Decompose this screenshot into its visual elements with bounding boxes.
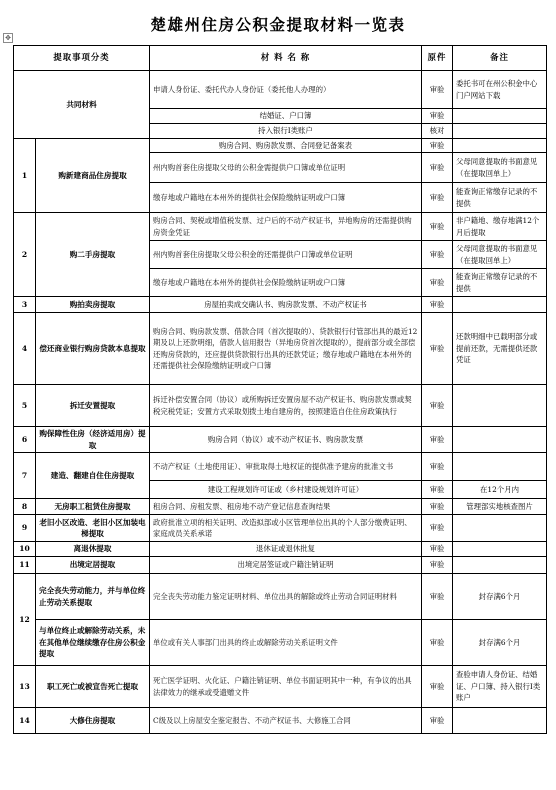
material-cell: 缴存地或户籍地在本州外的提供社会保险缴纳证明或户口簿 xyxy=(150,183,422,213)
table-row xyxy=(14,708,547,734)
table-row xyxy=(14,542,547,557)
row-number: 13 xyxy=(14,666,36,708)
note-cell xyxy=(453,297,547,313)
table-row xyxy=(14,297,547,313)
note-cell: 委托书可在州公积金中心门户网站下载 xyxy=(453,71,547,109)
row-category: 与单位终止或解除劳动关系，未在其他单位继续缴存住房公积金提取 xyxy=(36,620,150,666)
row-number: 3 xyxy=(14,297,36,313)
type-cell: 审验 xyxy=(422,515,453,542)
material-cell: 政府批准立项的相关证明、改造拟部或小区管理单位出具的个人部分缴费证明、家庭成员关系承诺 xyxy=(150,515,422,542)
material-cell: 州内购首套住房提取父母公积金的还需提供户口簿或单位证明 xyxy=(150,241,422,269)
table-row xyxy=(14,515,547,542)
table-header-row xyxy=(14,46,547,71)
type-cell: 审验 xyxy=(422,666,453,708)
note-cell: 管理部实地核查图片 xyxy=(453,499,547,515)
material-cell: C级及以上房屋安全鉴定报告、不动产权证书、大修施工合同 xyxy=(150,708,422,734)
row-number: 7 xyxy=(14,453,36,499)
material-cell: 拆迁补偿安置合同（协议）或所购拆迁安置房屋不动产权证书、购房款发票或契税完税凭证；安置方式采取划拨土地自建房的，按照建造自住住房政策执行 xyxy=(150,385,422,427)
note-cell xyxy=(453,109,547,124)
row-number: 1 xyxy=(14,139,36,213)
type-cell: 审验 xyxy=(422,385,453,427)
material-cell: 购房合同、购房款发票、合同登记备案表 xyxy=(150,139,422,153)
note-cell xyxy=(453,557,547,574)
common-category: 共同材料 xyxy=(14,71,150,139)
material-cell: 租房合同、房租发票、租房地不动产登记信息查询结果 xyxy=(150,499,422,515)
row-category: 大修住房提取 xyxy=(36,708,150,734)
note-cell xyxy=(453,708,547,734)
table-row xyxy=(14,71,547,109)
note-cell: 非户籍地、缴存地满12个月后提取 xyxy=(453,213,547,241)
type-cell: 审验 xyxy=(422,269,453,297)
row-category: 无房职工租赁住房提取 xyxy=(36,499,150,515)
material-cell: 不动产权证（土地使用证）、审批取得土地权证的提供准予建房的批准文书 xyxy=(150,453,422,481)
note-cell: 父母同意提取的书面意见（在提取回单上） xyxy=(453,241,547,269)
type-cell: 审验 xyxy=(422,499,453,515)
note-cell: 封存满6个月 xyxy=(453,574,547,620)
row-category: 完全丧失劳动能力，并与单位终止劳动关系提取 xyxy=(36,574,150,620)
table-row xyxy=(14,574,547,620)
row-number: 8 xyxy=(14,499,36,515)
material-cell: 购房合同、购房款发票、借款合同（首次提取的）、贷款银行付管部出具的最近12期及以上还款明细，借款人信用报告（异地房贷首次提取的），提前部分或全部偿还购房贷款的，还应提供贷款银行出具的还款凭证；缴存地或户籍地在本州外的还需提供社会保险缴纳证明或户口簿 xyxy=(150,313,422,385)
table-row xyxy=(14,313,547,385)
materials-table xyxy=(13,45,547,734)
note-cell xyxy=(453,124,547,139)
row-category: 离退休提取 xyxy=(36,542,150,557)
note-cell: 在12个月内 xyxy=(453,481,547,499)
table-body xyxy=(14,46,547,734)
note-cell xyxy=(453,453,547,481)
type-cell: 审验 xyxy=(422,313,453,385)
table-row xyxy=(14,385,547,427)
type-cell: 审验 xyxy=(422,183,453,213)
table-row xyxy=(14,620,547,666)
row-category: 购保障性住房（经济适用房）提取 xyxy=(36,427,150,453)
row-number: 10 xyxy=(14,542,36,557)
table-row xyxy=(14,666,547,708)
material-cell: 建设工程规划许可证或（乡村建设规划许可证） xyxy=(150,481,422,499)
material-cell: 州内购首套住房提取父母的公积金需提供户口簿或单位证明 xyxy=(150,153,422,183)
table-move-handle-icon[interactable]: ✥ xyxy=(3,33,13,43)
row-category: 拆迁安置提取 xyxy=(36,385,150,427)
note-cell: 还款明细中已载明部分或提前还款，无需提供还款凭证 xyxy=(453,313,547,385)
row-category: 购二手房提取 xyxy=(36,213,150,297)
type-cell: 审验 xyxy=(422,213,453,241)
material-cell: 购房合同（协议）或不动产权证书、购房款发票 xyxy=(150,427,422,453)
type-cell: 审验 xyxy=(422,574,453,620)
material-cell: 单位或有关人事部门出具的终止或解除劳动关系证明文件 xyxy=(150,620,422,666)
row-number: 4 xyxy=(14,313,36,385)
header-type: 原件 xyxy=(422,46,453,71)
material-cell: 申请人身份证、委托代办人身份证（委托他人办理的） xyxy=(150,71,422,109)
row-number: 2 xyxy=(14,213,36,297)
table-row xyxy=(14,427,547,453)
material-cell: 出境定居签证或户籍注销证明 xyxy=(150,557,422,574)
row-category: 职工死亡或被宣告死亡提取 xyxy=(36,666,150,708)
material-cell: 完全丧失劳动能力鉴定证明材料、单位出具的解除或终止劳动合同证明材料 xyxy=(150,574,422,620)
material-cell: 缴存地或户籍地在本州外的提供社会保险缴纳证明或户口簿 xyxy=(150,269,422,297)
note-cell xyxy=(453,427,547,453)
note-cell: 查验申请人身份证、结婚证、户口簿、持入银行Ⅰ类账户 xyxy=(453,666,547,708)
row-number: 5 xyxy=(14,385,36,427)
row-category: 偿还商业银行购房贷款本息提取 xyxy=(36,313,150,385)
type-cell: 审验 xyxy=(422,427,453,453)
header-note: 备注 xyxy=(453,46,547,71)
type-cell: 审验 xyxy=(422,109,453,124)
type-cell: 审验 xyxy=(422,557,453,574)
type-cell: 核对 xyxy=(422,124,453,139)
material-cell: 结婚证、户口簿 xyxy=(150,109,422,124)
row-number: 11 xyxy=(14,557,36,574)
note-cell: 父母同意提取的书面意见（在提取回单上） xyxy=(453,153,547,183)
type-cell: 审验 xyxy=(422,139,453,153)
page-title: 楚雄州住房公积金提取材料一览表 xyxy=(150,15,406,34)
row-category: 出境定居提取 xyxy=(36,557,150,574)
note-cell: 能查询正常缴存记录的不提供 xyxy=(453,183,547,213)
note-cell xyxy=(453,515,547,542)
row-number: 12 xyxy=(14,574,36,666)
type-cell: 审验 xyxy=(422,297,453,313)
type-cell: 审验 xyxy=(422,708,453,734)
type-cell: 审验 xyxy=(422,241,453,269)
row-category: 购拍卖房提取 xyxy=(36,297,150,313)
note-cell xyxy=(453,542,547,557)
material-cell: 房屋拍卖成交确认书、购房款发票、不动产权证书 xyxy=(150,297,422,313)
type-cell: 审验 xyxy=(422,153,453,183)
note-cell xyxy=(453,385,547,427)
material-cell: 死亡医学证明、火化证、户籍注销证明、单位书面证明其中一种，有争议的出具法律效力的继承或受遗赠文件 xyxy=(150,666,422,708)
material-cell: 退休证或退休批复 xyxy=(150,542,422,557)
table-row xyxy=(14,139,547,153)
type-cell: 审验 xyxy=(422,481,453,499)
row-number: 6 xyxy=(14,427,36,453)
material-cell: 购房合同、契税或增值税发票、过户后的不动产权证书，异地购房的还需提供购房资金凭证 xyxy=(150,213,422,241)
note-cell: 能查询正常缴存记录的不提供 xyxy=(453,269,547,297)
material-cell: 持入银行Ⅰ类账户 xyxy=(150,124,422,139)
row-category: 建造、翻建自住住房提取 xyxy=(36,453,150,499)
note-cell: 封存满6个月 xyxy=(453,620,547,666)
header-category: 提取事项分类 xyxy=(14,46,150,71)
row-category: 老旧小区改造、老旧小区加装电梯提取 xyxy=(36,515,150,542)
type-cell: 审验 xyxy=(422,71,453,109)
type-cell: 审验 xyxy=(422,620,453,666)
header-materials: 材 料 名 称 xyxy=(150,46,422,71)
table-row xyxy=(14,213,547,241)
table-row xyxy=(14,453,547,481)
table-row xyxy=(14,557,547,574)
row-number: 9 xyxy=(14,515,36,542)
type-cell: 审验 xyxy=(422,542,453,557)
row-number: 14 xyxy=(14,708,36,734)
type-cell: 审验 xyxy=(422,453,453,481)
row-category: 购新建商品住房提取 xyxy=(36,139,150,213)
table-row xyxy=(14,499,547,515)
note-cell xyxy=(453,139,547,153)
